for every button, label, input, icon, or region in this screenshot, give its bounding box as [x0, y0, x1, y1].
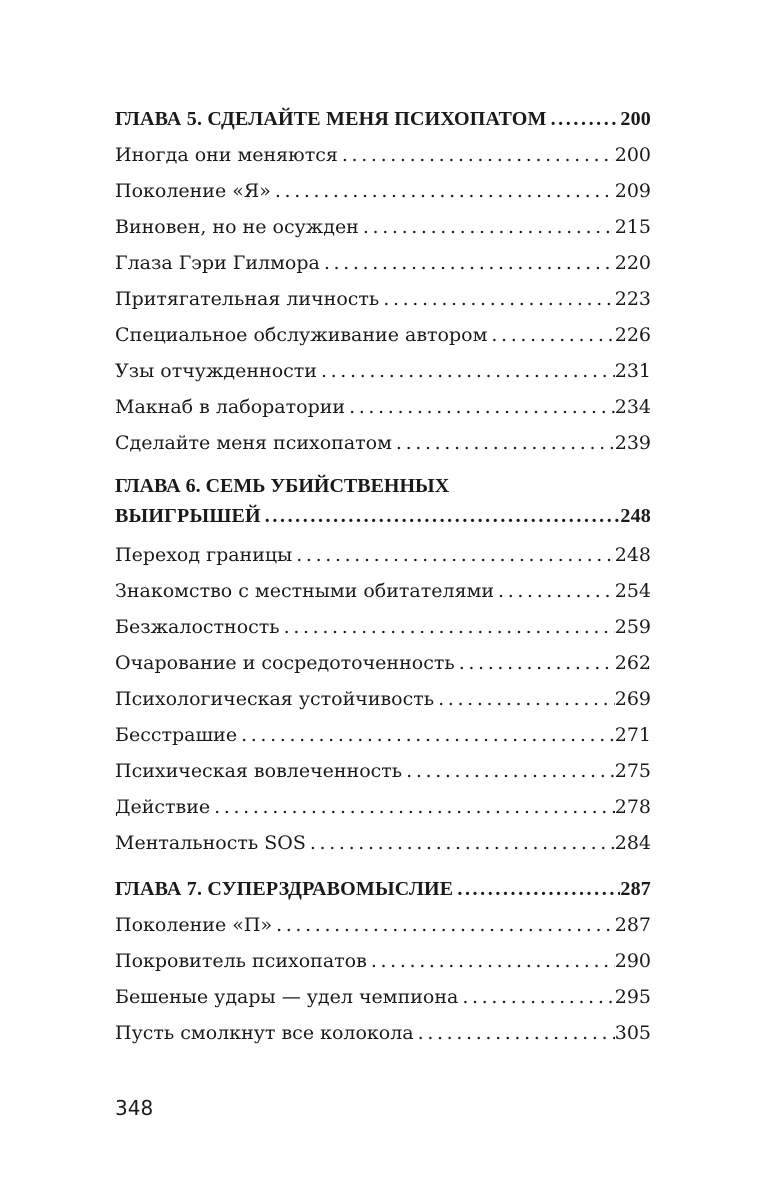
toc-entry	[115, 353, 651, 389]
entry-page: 271	[614, 724, 651, 746]
leader-dots	[487, 317, 614, 353]
leader-dots	[359, 209, 615, 245]
entry-title: Поколение «П»	[115, 914, 273, 936]
entry-title: Психическая вовлеченность	[115, 760, 403, 782]
entry-page: 259	[614, 616, 651, 638]
entry-page: 200	[614, 144, 651, 166]
toc-entry	[115, 173, 651, 209]
entry-title: Действие	[115, 796, 211, 818]
chapter-page: 248	[620, 505, 651, 527]
leader-dots	[261, 501, 621, 531]
leader-dots	[453, 871, 620, 907]
entry-title: Бесстрашие	[115, 724, 238, 746]
entry-page: 275	[614, 760, 651, 782]
toc-entry	[115, 537, 651, 573]
entry-page: 223	[614, 288, 651, 310]
entry-title: Безжалостность	[115, 616, 280, 638]
toc-entry	[115, 137, 651, 173]
entry-title: Переход границы	[115, 544, 293, 566]
chapter-heading-5	[115, 101, 651, 137]
leader-dots	[320, 245, 615, 281]
toc-entry	[115, 645, 651, 681]
toc-entry	[115, 907, 651, 943]
toc-entry	[115, 717, 651, 753]
toc-entry	[115, 825, 651, 861]
leader-dots	[210, 789, 615, 825]
leader-dots	[271, 173, 615, 209]
leader-dots	[494, 573, 615, 609]
leader-dots	[379, 281, 614, 317]
leader-dots	[458, 979, 614, 1015]
entry-title: Иногда они меняются	[115, 144, 338, 166]
toc-entry	[115, 389, 651, 425]
table-of-contents	[115, 101, 651, 1051]
entry-page: 262	[614, 652, 651, 674]
leader-dots	[292, 537, 615, 573]
leader-dots	[317, 353, 615, 389]
entry-page: 239	[614, 432, 651, 454]
entry-title: Специальное обслуживание автором	[115, 324, 488, 346]
leader-dots	[434, 681, 615, 717]
entry-page: 284	[614, 832, 651, 854]
entry-title: Поколение «Я»	[115, 180, 271, 202]
entry-title: Психологическая устойчивость	[115, 688, 435, 710]
leader-dots	[367, 943, 615, 979]
entry-title: Знакомство с местными обитателями	[115, 580, 495, 602]
leader-dots	[414, 1015, 615, 1051]
chapter-heading-7	[115, 871, 651, 907]
chapter-title: ГЛАВА 5. СДЕЛАЙТЕ МЕНЯ ПСИХОПАТОМ	[115, 108, 547, 130]
toc-entry	[115, 317, 651, 353]
entry-title: Притягательная личность	[115, 288, 380, 310]
toc-entry	[115, 609, 651, 645]
page-number: 348	[115, 1096, 154, 1120]
toc-entry	[115, 1015, 651, 1051]
entry-page: 234	[614, 396, 651, 418]
entry-title: Ментальность SOS	[115, 832, 306, 854]
entry-title: Узы отчужденности	[115, 360, 317, 382]
toc-entry	[115, 425, 651, 461]
entry-title: Виновен, но не осужден	[115, 216, 359, 238]
chapter-page: 287	[620, 878, 651, 900]
entry-title: Глаза Гэри Гилмора	[115, 252, 320, 274]
toc-entry	[115, 789, 651, 825]
entry-page: 295	[614, 986, 651, 1008]
entry-title: Бешеные удары — удел чемпиона	[115, 986, 459, 1008]
leader-dots	[272, 907, 615, 943]
toc-entry	[115, 979, 651, 1015]
leader-dots	[345, 389, 615, 425]
entry-page: 215	[614, 216, 651, 238]
entry-page: 254	[614, 580, 651, 602]
entry-page: 305	[614, 1022, 651, 1044]
chapter-title: ВЫИГРЫШЕЙ	[115, 505, 261, 527]
entry-page: 269	[614, 688, 651, 710]
leader-dots	[392, 425, 615, 461]
toc-entry	[115, 943, 651, 979]
leader-dots	[455, 645, 615, 681]
toc-entry	[115, 209, 651, 245]
toc-entry	[115, 753, 651, 789]
chapter-heading-6	[115, 501, 651, 531]
entry-title: Сделайте меня психопатом	[115, 432, 392, 454]
entry-title: Пусть смолкнут все колокола	[115, 1022, 414, 1044]
chapter-page: 200	[620, 108, 651, 130]
entry-page: 231	[614, 360, 651, 382]
entry-title: Очарование и сосредоточенность	[115, 652, 455, 674]
toc-entry	[115, 281, 651, 317]
entry-page: 248	[614, 544, 651, 566]
entry-title: Покровитель психопатов	[115, 950, 367, 972]
entry-page: 287	[614, 914, 651, 936]
leader-dots	[547, 101, 621, 137]
entry-page: 278	[614, 796, 651, 818]
leader-dots	[338, 137, 615, 173]
chapter-title: ГЛАВА 7. СУПЕРЗДРАВОМЫСЛИЕ	[115, 878, 454, 900]
entry-title: Макнаб в лаборатории	[115, 396, 346, 418]
leader-dots	[280, 609, 615, 645]
toc-entry	[115, 573, 651, 609]
entry-page: 209	[614, 180, 651, 202]
leader-dots	[402, 753, 615, 789]
chapter-heading-6-line1: ГЛАВА 6. СЕМЬ УБИЙСТВЕННЫХ	[115, 475, 450, 497]
toc-entry	[115, 681, 651, 717]
entry-page: 220	[614, 252, 651, 274]
toc-entry	[115, 245, 651, 281]
entry-page: 226	[614, 324, 651, 346]
entry-page: 290	[614, 950, 651, 972]
leader-dots	[237, 717, 615, 753]
leader-dots	[306, 825, 615, 861]
